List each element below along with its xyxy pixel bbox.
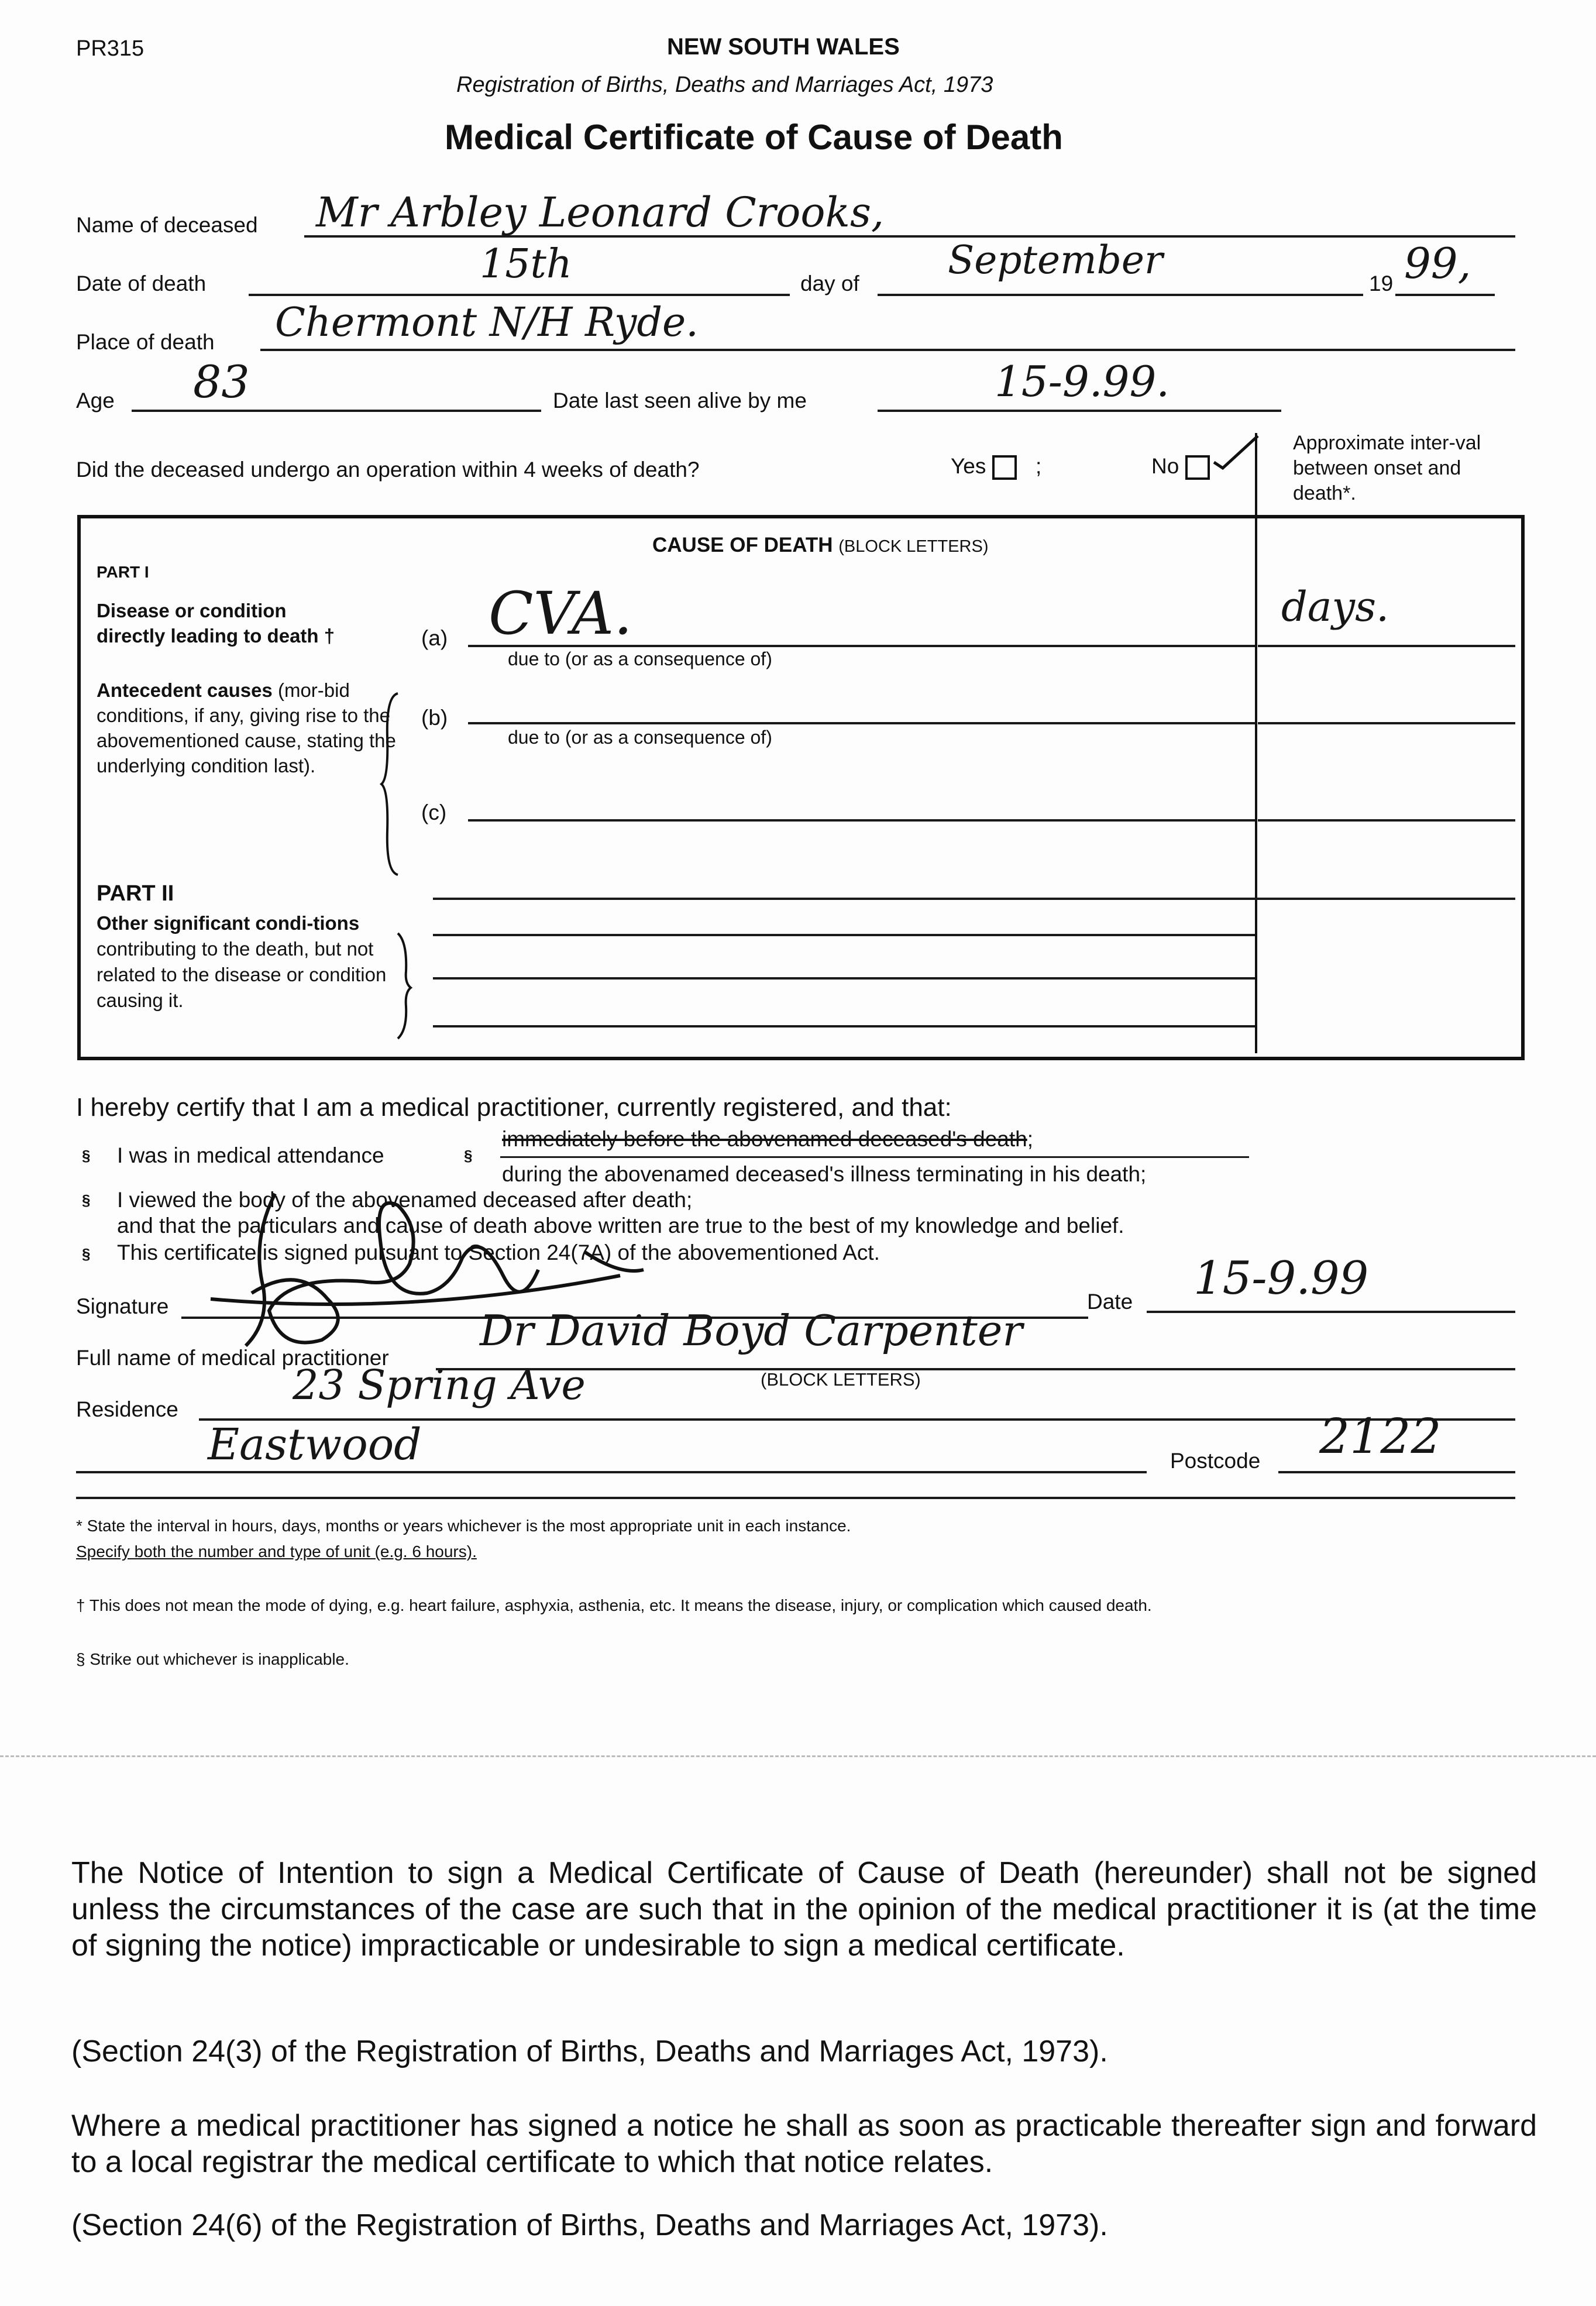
fullname-label: Full name of medical practitioner xyxy=(76,1346,389,1370)
cause-b-line xyxy=(468,722,1255,724)
interval-a-line xyxy=(1258,645,1515,647)
dod-day-line xyxy=(249,294,790,296)
notice-paragraph-1: The Notice of Intention to sign a Medical Certificate of Cause of Death (hereunder) shall not be signed unless the circumstances of the case are such that in the opinion of the medical practitioner it is (at the time of signing the notice) impracticable or undesirable to sign a medical certificate. xyxy=(71,1856,1537,1963)
date-line xyxy=(1147,1311,1515,1313)
section-mark-1: § xyxy=(82,1147,91,1164)
part-two-line-1 xyxy=(433,898,1515,900)
cause-heading-note: (BLOCK LETTERS) xyxy=(838,537,989,556)
other-conditions-label xyxy=(97,910,395,1013)
cause-a-value: CVA. xyxy=(489,579,632,648)
attendance-divider xyxy=(500,1156,1249,1158)
other-conditions-bold: Other significant condi-tions xyxy=(97,912,360,934)
footnote-unit: Specify both the number and type of unit (e.g. 6 hours). xyxy=(76,1542,477,1561)
section-mark-3: § xyxy=(82,1191,91,1209)
notice-paragraph-3: Where a medical practitioner has signed a notice he shall as soon as practicable thereafter sign and forward to a local registrar the medical certificate to which that notice relates. xyxy=(71,2109,1537,2179)
due-to-label-2: due to (or as a consequence of) xyxy=(508,727,772,748)
postcode-value: 2122 xyxy=(1319,1409,1442,1465)
struck-option xyxy=(502,1127,1033,1152)
struck-text: immediately before the abovenamed deceased's death xyxy=(502,1127,1027,1151)
interval-b-line xyxy=(1258,722,1515,724)
notice-paragraph-2: (Section 24(3) of the Registration of Births, Deaths and Marriages Act, 1973). xyxy=(71,2034,1108,2068)
state-heading: NEW SOUTH WALES xyxy=(667,34,900,60)
postcode-line xyxy=(1278,1471,1515,1473)
no-checkbox[interactable] xyxy=(1185,455,1210,480)
part-one-label: PART I xyxy=(97,563,149,581)
date-label: Date xyxy=(1087,1290,1133,1314)
residence-value: 23 Spring Ave xyxy=(293,1361,586,1409)
other-conditions-rest: contributing to the death, but not related to the disease or condition causing it. xyxy=(97,938,387,1011)
cause-heading xyxy=(652,534,988,557)
residence-line-2 xyxy=(76,1471,1147,1473)
antecedent-brace xyxy=(380,690,404,878)
dod-month-line xyxy=(878,294,1363,296)
part-two-line-4 xyxy=(433,1025,1255,1027)
footnote-mode-of-dying: † This does not mean the mode of dying, e.g. heart failure, asphyxia, asthenia, etc. It means the disease, injury, or complication which caused death. xyxy=(76,1596,1152,1614)
interval-header: Approximate inter-val between onset and death*. xyxy=(1293,432,1481,504)
operation-question: Did the deceased undergo an operation within 4 weeks of death? xyxy=(76,458,700,482)
interval-c-line xyxy=(1258,819,1515,822)
last-seen-line xyxy=(878,410,1281,412)
footnote-divider xyxy=(76,1497,1515,1499)
footnote-interval: * State the interval in hours, days, months or years whichever is the most appropriate unit in each instance. xyxy=(76,1517,851,1535)
option-separator: ; xyxy=(1035,454,1042,478)
postcode-label: Postcode xyxy=(1170,1449,1261,1473)
dod-dayof-label: day of xyxy=(800,272,859,295)
part-two-line-3 xyxy=(433,977,1255,980)
page-title: Medical Certificate of Cause of Death xyxy=(445,118,1063,157)
cause-a-interval: days. xyxy=(1281,583,1389,631)
notice-paragraph-4: (Section 24(6) of the Registration of Births, Deaths and Marriages Act, 1973). xyxy=(71,2208,1108,2242)
place-label: Place of death xyxy=(76,330,215,354)
disease-label: Disease or condition directly leading to death † xyxy=(97,600,335,647)
viewed-statement: I viewed the body of the abovenamed deceased after death; xyxy=(117,1188,693,1212)
fold-line xyxy=(0,1755,1596,1757)
during-option: during the abovenamed deceased's illness terminating in his death; xyxy=(502,1162,1147,1186)
due-to-label-1: due to (or as a consequence of) xyxy=(508,648,772,669)
certify-heading: I hereby certify that I am a medical practitioner, currently registered, and that: xyxy=(76,1093,952,1122)
interval-column-divider xyxy=(1255,518,1257,1053)
cause-heading-text: CAUSE OF DEATH xyxy=(652,534,833,556)
part-two-brace xyxy=(391,930,414,1042)
yes-option xyxy=(951,454,1041,480)
name-label: Name of deceased xyxy=(76,213,258,237)
dod-year-line xyxy=(1395,294,1495,296)
antecedent-rest: (mor-bid conditions, if any, giving rise to the abovementioned cause, stating the underlying condition last). xyxy=(97,679,396,776)
fullname-line xyxy=(436,1368,1515,1370)
dod-label: Date of death xyxy=(76,272,207,295)
interval-header-divider xyxy=(1255,433,1257,515)
cause-a-label: (a) xyxy=(421,626,448,650)
age-label: Age xyxy=(76,389,115,413)
attendance-label: I was in medical attendance xyxy=(117,1143,384,1167)
section-mark-4: § xyxy=(82,1245,91,1263)
name-value: Mr Arbley Leonard Crooks, xyxy=(316,188,885,236)
struck-semicolon: ; xyxy=(1027,1127,1033,1151)
residence-label: Residence xyxy=(76,1397,178,1421)
dod-month-value: September xyxy=(948,238,1163,283)
signed-statement: This certificate is signed pursuant to Section 24(7A) of the abovementioned Act. xyxy=(117,1240,880,1264)
age-line xyxy=(132,410,541,412)
particulars-statement: and that the particulars and cause of death above written are true to the best of my knowledge and belief. xyxy=(117,1214,1124,1238)
yes-label: Yes xyxy=(951,454,986,478)
part-two-label: PART II xyxy=(97,881,174,906)
part-two-line-2 xyxy=(433,934,1255,936)
dod-day-value: 15th xyxy=(480,241,572,287)
act-subtitle: Registration of Births, Deaths and Marriages Act, 1973 xyxy=(456,73,993,97)
section-mark-2: § xyxy=(464,1147,473,1164)
dod-year-prefix: 19 xyxy=(1369,272,1394,295)
antecedent-bold: Antecedent causes xyxy=(97,679,273,701)
place-value: Chermont N/H Ryde. xyxy=(275,300,699,346)
residence-value-2: Eastwood xyxy=(208,1420,422,1470)
yes-checkbox[interactable] xyxy=(992,455,1017,480)
cause-b-label: (b) xyxy=(421,706,448,730)
fullname-value: Dr David Boyd Carpenter xyxy=(480,1306,1023,1355)
footnote-strike-out: § Strike out whichever is inapplicable. xyxy=(76,1650,349,1668)
age-value: 83 xyxy=(193,356,250,408)
place-line xyxy=(260,349,1515,351)
last-seen-value: 15-9.99. xyxy=(995,357,1170,406)
signature-label: Signature xyxy=(76,1294,169,1318)
last-seen-label: Date last seen alive by me xyxy=(553,389,807,413)
no-option xyxy=(1151,454,1210,480)
form-code: PR315 xyxy=(76,36,145,61)
block-letters-note: (BLOCK LETTERS) xyxy=(761,1369,921,1390)
date-value: 15-9.99 xyxy=(1193,1252,1369,1305)
no-label: No xyxy=(1151,454,1179,478)
dod-year-value: 99, xyxy=(1404,239,1471,288)
antecedent-label xyxy=(97,678,398,778)
cause-c-line xyxy=(468,819,1255,822)
cause-c-label: (c) xyxy=(421,800,447,824)
